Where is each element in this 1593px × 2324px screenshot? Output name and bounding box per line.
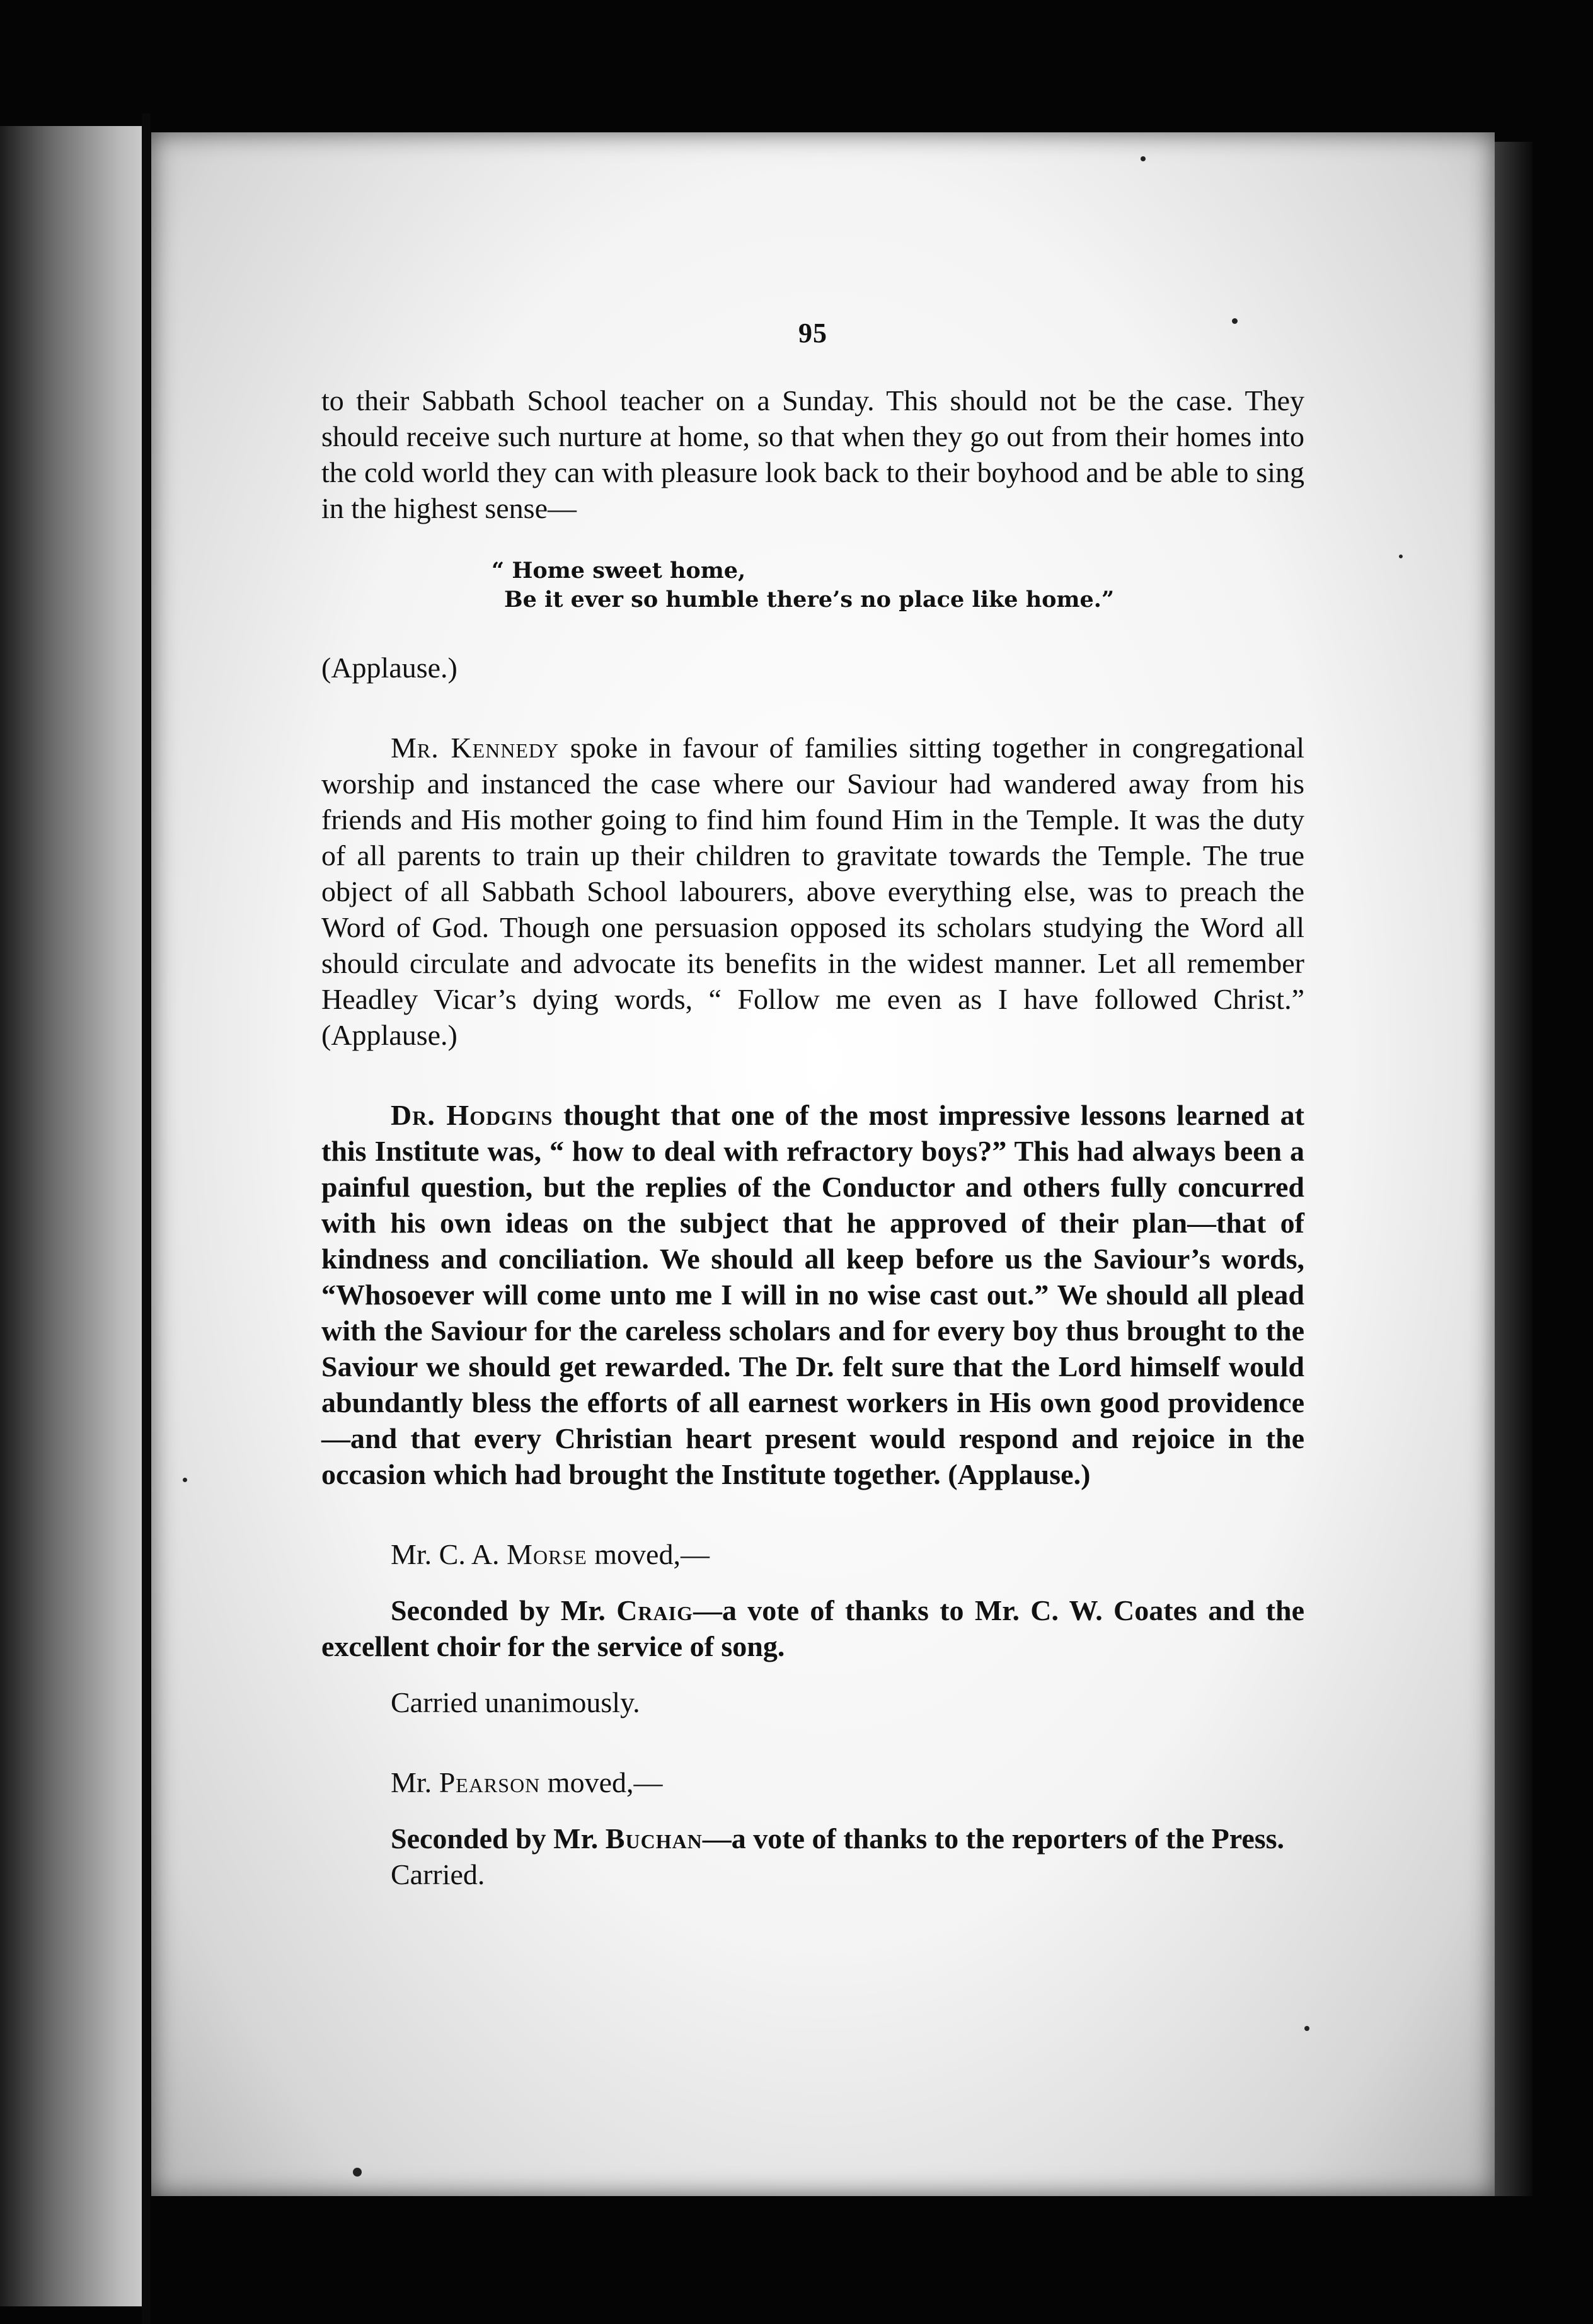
motion-suffix: moved,— bbox=[587, 1538, 710, 1570]
hodgins-text: thought that one of the most impressive lessons learned at this Institute was, “ how to deal with refractory boys?” This had always been a painful question, but the replies of the Conductor and others fully concurred with his own ideas on the subject that he approved of their plan—that of kindness and conciliation. We should all keep before us the Saviour’s words, “Whosoever will come unto me I will in no wise cast out.” We should all plead with the Saviour for the careless scholars and for every boy thus brought to the Saviour we should get rewarded. The Dr. felt sure that the Lord himself would abundantly bless the efforts of all earnest workers in His own good providence—and that every Christian heart present would respond and rejoice in the occasion which had brought the Institute together. (Applause.) bbox=[321, 1099, 1304, 1490]
dust-speck bbox=[183, 1478, 187, 1482]
speaker-name: Craig bbox=[616, 1594, 693, 1626]
dust-speck bbox=[1399, 555, 1403, 558]
seconded-text: —a vote of thanks to Mr. C. W. Coates and the excellent choir for the service of song. bbox=[321, 1594, 1304, 1662]
book-spine bbox=[142, 113, 151, 2324]
carried-line: Carried. bbox=[391, 1858, 485, 1890]
kennedy-paragraph bbox=[321, 730, 1304, 1053]
kennedy-text: spoke in favour of families sitting together in congregational worship and instanced the case where our Saviour had wandered away from his friends and His mother going to find him found Him in the Temple. It was the duty of all parents to train up their children to gravitate towards the Temple. The true object of all Sabbath School labourers, above everything else, was to preach the Word of God. Though one persuasion opposed its scholars studying the Word all should circulate and advocate its benefits in the widest manner. Let all remember Headley Vicar’s dying words, “ Follow me even as I have followed Christ.” (Applause.) bbox=[321, 732, 1304, 1051]
speaker-name: Morse bbox=[507, 1538, 587, 1570]
speaker-name: Mr. Kennedy bbox=[391, 732, 560, 764]
applause-line: (Applause.) bbox=[321, 652, 457, 684]
speaker-name: Buchan bbox=[605, 1822, 703, 1855]
seconded-prefix: Seconded by Mr. bbox=[391, 1822, 606, 1855]
speaker-name: Dr. Hodgins bbox=[391, 1099, 553, 1131]
opening-paragraph: to their Sabbath School teacher on a Sunday. This should not be the case. They should receive such nurture at home, so that when they go out from their homes into the cold world they can with pleasure look back to their boyhood and be able to sing in the highest sense— bbox=[321, 384, 1304, 524]
dust-speck bbox=[1141, 156, 1146, 161]
motion-suffix: moved,— bbox=[540, 1766, 663, 1798]
dust-speck bbox=[1304, 2026, 1309, 2031]
dust-speck bbox=[353, 2168, 362, 2177]
quoted-verse bbox=[492, 556, 1304, 614]
seconded-prefix: Seconded by Mr. bbox=[391, 1594, 617, 1626]
motion-prefix: Mr. bbox=[391, 1766, 439, 1798]
motion-prefix: Mr. C. A. bbox=[391, 1538, 507, 1570]
verse-line-2: Be it ever so humble there’s no place like home.” bbox=[504, 587, 1115, 613]
verse-line-1: “ Home sweet home, bbox=[492, 558, 746, 584]
hodgins-paragraph bbox=[321, 1097, 1304, 1492]
right-page-shadow bbox=[1495, 142, 1533, 2196]
left-page-edge bbox=[0, 126, 148, 2306]
speaker-name: Pearson bbox=[439, 1766, 541, 1798]
page-number: 95 bbox=[798, 318, 827, 348]
buchan-seconding bbox=[321, 1821, 1304, 1856]
pearson-motion bbox=[321, 1764, 1304, 1800]
page-text bbox=[321, 315, 1304, 1892]
seconded-text: —a vote of thanks to the reporters of the Press. bbox=[702, 1822, 1285, 1855]
morse-motion bbox=[321, 1536, 1304, 1572]
carried-unanimously: Carried unanimously. bbox=[391, 1686, 640, 1718]
craig-seconding bbox=[321, 1592, 1304, 1664]
